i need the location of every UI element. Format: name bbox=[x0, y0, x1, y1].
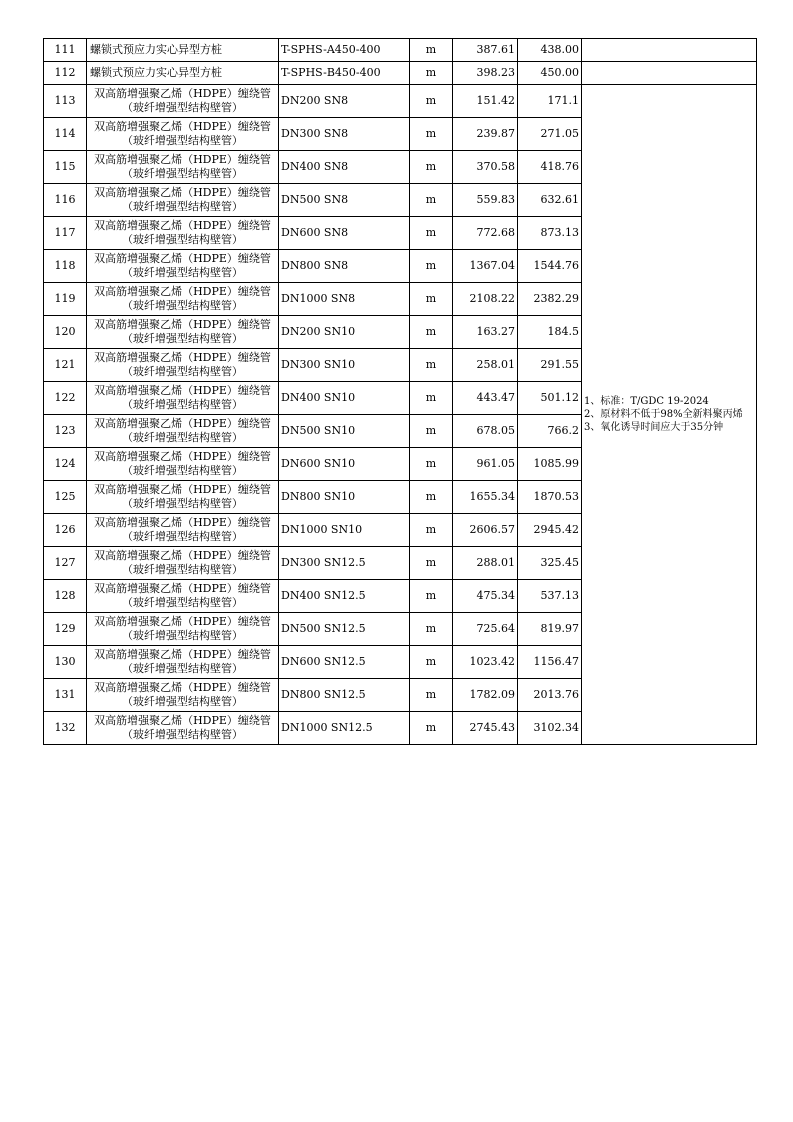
product-name-line: 双高筋增强聚乙烯（HDPE）缠绕管 bbox=[94, 384, 271, 397]
product-name-line: （玻纤增强型结构壁管） bbox=[122, 695, 243, 708]
row-number-cell: 123 bbox=[44, 415, 87, 448]
row-number-cell: 118 bbox=[44, 250, 87, 283]
price1-cell: 239.87 bbox=[453, 118, 518, 151]
note-cell bbox=[582, 85, 757, 745]
product-name-line: （玻纤增强型结构壁管） bbox=[122, 365, 243, 378]
price2-cell: 1870.53 bbox=[518, 481, 582, 514]
product-name-cell bbox=[87, 118, 279, 151]
product-name-cell bbox=[87, 448, 279, 481]
price1-cell: 2745.43 bbox=[453, 712, 518, 745]
price1-cell: 443.47 bbox=[453, 382, 518, 415]
price2-cell: 2945.42 bbox=[518, 514, 582, 547]
price2-cell: 2013.76 bbox=[518, 679, 582, 712]
product-name-cell bbox=[87, 679, 279, 712]
spec-cell: DN600 SN12.5 bbox=[279, 646, 410, 679]
product-name-line: 双高筋增强聚乙烯（HDPE）缠绕管 bbox=[94, 483, 271, 496]
price1-cell: 151.42 bbox=[453, 85, 518, 118]
product-name-cell bbox=[87, 250, 279, 283]
unit-cell: m bbox=[410, 679, 453, 712]
spec-cell: DN300 SN12.5 bbox=[279, 547, 410, 580]
price2-cell: 537.13 bbox=[518, 580, 582, 613]
product-name-line: （玻纤增强型结构壁管） bbox=[122, 101, 243, 114]
price1-cell: 387.61 bbox=[453, 39, 518, 62]
row-number-cell: 113 bbox=[44, 85, 87, 118]
price-table-body bbox=[44, 39, 757, 745]
product-name-line: 双高筋增强聚乙烯（HDPE）缠绕管 bbox=[94, 252, 271, 265]
unit-cell: m bbox=[410, 316, 453, 349]
price1-cell: 1782.09 bbox=[453, 679, 518, 712]
product-name-cell bbox=[87, 184, 279, 217]
product-name-cell bbox=[87, 85, 279, 118]
price2-cell: 1085.99 bbox=[518, 448, 582, 481]
product-name-line: 双高筋增强聚乙烯（HDPE）缠绕管 bbox=[94, 87, 271, 100]
price2-cell: 1544.76 bbox=[518, 250, 582, 283]
unit-cell: m bbox=[410, 415, 453, 448]
product-name-line: （玻纤增强型结构壁管） bbox=[122, 299, 243, 312]
table-row bbox=[44, 85, 757, 118]
price1-cell: 1655.34 bbox=[453, 481, 518, 514]
product-name-cell bbox=[87, 217, 279, 250]
product-name-cell bbox=[87, 316, 279, 349]
price1-cell: 678.05 bbox=[453, 415, 518, 448]
price1-cell: 772.68 bbox=[453, 217, 518, 250]
product-name-cell bbox=[87, 382, 279, 415]
spec-cell: DN800 SN10 bbox=[279, 481, 410, 514]
product-name-cell bbox=[87, 349, 279, 382]
product-name-line: （玻纤增强型结构壁管） bbox=[122, 662, 243, 675]
row-number-cell: 126 bbox=[44, 514, 87, 547]
price1-cell: 1367.04 bbox=[453, 250, 518, 283]
price2-cell: 1156.47 bbox=[518, 646, 582, 679]
note-line: 3、氧化诱导时间应大于35分钟 bbox=[584, 422, 724, 433]
product-name-cell bbox=[87, 712, 279, 745]
note-line: 2、原材料不低于98%全新料聚丙烯 bbox=[584, 409, 743, 420]
spec-cell: DN1000 SN8 bbox=[279, 283, 410, 316]
product-name-line: （玻纤增强型结构壁管） bbox=[122, 167, 243, 180]
price1-cell: 163.27 bbox=[453, 316, 518, 349]
note-cell-empty bbox=[582, 39, 757, 62]
product-name-line: （玻纤增强型结构壁管） bbox=[122, 431, 243, 444]
product-name-cell bbox=[87, 580, 279, 613]
product-name-line: 双高筋增强聚乙烯（HDPE）缠绕管 bbox=[94, 153, 271, 166]
price2-cell: 766.2 bbox=[518, 415, 582, 448]
unit-cell: m bbox=[410, 151, 453, 184]
unit-cell: m bbox=[410, 62, 453, 85]
price1-cell: 2606.57 bbox=[453, 514, 518, 547]
product-name-line: 双高筋增强聚乙烯（HDPE）缠绕管 bbox=[94, 549, 271, 562]
price1-cell: 559.83 bbox=[453, 184, 518, 217]
row-number-cell: 111 bbox=[44, 39, 87, 62]
spec-cell: T-SPHS-B450-400 bbox=[279, 62, 410, 85]
product-name-line: （玻纤增强型结构壁管） bbox=[122, 530, 243, 543]
product-name-cell bbox=[87, 547, 279, 580]
price2-cell: 873.13 bbox=[518, 217, 582, 250]
spec-cell: DN200 SN8 bbox=[279, 85, 410, 118]
product-name-line: （玻纤增强型结构壁管） bbox=[122, 629, 243, 642]
product-name-line: 双高筋增强聚乙烯（HDPE）缠绕管 bbox=[94, 186, 271, 199]
note-line: 1、标准：T/GDC 19-2024 bbox=[584, 396, 709, 407]
product-name-cell bbox=[87, 151, 279, 184]
spec-cell: DN400 SN12.5 bbox=[279, 580, 410, 613]
unit-cell: m bbox=[410, 118, 453, 151]
product-name-line: 双高筋增强聚乙烯（HDPE）缠绕管 bbox=[94, 351, 271, 364]
price2-cell: 291.55 bbox=[518, 349, 582, 382]
unit-cell: m bbox=[410, 382, 453, 415]
unit-cell: m bbox=[410, 481, 453, 514]
row-number-cell: 122 bbox=[44, 382, 87, 415]
unit-cell: m bbox=[410, 580, 453, 613]
price2-cell: 501.12 bbox=[518, 382, 582, 415]
price1-cell: 258.01 bbox=[453, 349, 518, 382]
product-name-line: 双高筋增强聚乙烯（HDPE）缠绕管 bbox=[94, 582, 271, 595]
product-name-cell bbox=[87, 481, 279, 514]
product-name-line: 双高筋增强聚乙烯（HDPE）缠绕管 bbox=[94, 120, 271, 133]
row-number-cell: 130 bbox=[44, 646, 87, 679]
spec-cell: DN600 SN10 bbox=[279, 448, 410, 481]
price2-cell: 171.1 bbox=[518, 85, 582, 118]
product-name-cell bbox=[87, 39, 279, 62]
unit-cell: m bbox=[410, 448, 453, 481]
product-name-line: （玻纤增强型结构壁管） bbox=[122, 233, 243, 246]
product-name-line: 螺锁式预应力实心异型方桩 bbox=[90, 66, 222, 79]
spec-cell: DN200 SN10 bbox=[279, 316, 410, 349]
product-name-line: （玻纤增强型结构壁管） bbox=[122, 398, 243, 411]
product-name-line: （玻纤增强型结构壁管） bbox=[122, 596, 243, 609]
price1-cell: 725.64 bbox=[453, 613, 518, 646]
spec-cell: DN1000 SN10 bbox=[279, 514, 410, 547]
unit-cell: m bbox=[410, 217, 453, 250]
spec-cell: DN500 SN12.5 bbox=[279, 613, 410, 646]
row-number-cell: 112 bbox=[44, 62, 87, 85]
spec-cell: T-SPHS-A450-400 bbox=[279, 39, 410, 62]
price2-cell: 418.76 bbox=[518, 151, 582, 184]
unit-cell: m bbox=[410, 712, 453, 745]
unit-cell: m bbox=[410, 646, 453, 679]
unit-cell: m bbox=[410, 184, 453, 217]
product-name-line: （玻纤增强型结构壁管） bbox=[122, 134, 243, 147]
product-name-cell bbox=[87, 62, 279, 85]
price1-cell: 1023.42 bbox=[453, 646, 518, 679]
spec-cell: DN300 SN8 bbox=[279, 118, 410, 151]
spec-cell: DN500 SN10 bbox=[279, 415, 410, 448]
spec-cell: DN400 SN10 bbox=[279, 382, 410, 415]
price2-cell: 819.97 bbox=[518, 613, 582, 646]
row-number-cell: 120 bbox=[44, 316, 87, 349]
unit-cell: m bbox=[410, 514, 453, 547]
row-number-cell: 119 bbox=[44, 283, 87, 316]
row-number-cell: 131 bbox=[44, 679, 87, 712]
product-name-line: 双高筋增强聚乙烯（HDPE）缠绕管 bbox=[94, 681, 271, 694]
product-name-cell bbox=[87, 613, 279, 646]
row-number-cell: 128 bbox=[44, 580, 87, 613]
product-name-line: 双高筋增强聚乙烯（HDPE）缠绕管 bbox=[94, 318, 271, 331]
product-name-line: 双高筋增强聚乙烯（HDPE）缠绕管 bbox=[94, 516, 271, 529]
row-number-cell: 132 bbox=[44, 712, 87, 745]
row-number-cell: 117 bbox=[44, 217, 87, 250]
spec-cell: DN500 SN8 bbox=[279, 184, 410, 217]
product-name-cell bbox=[87, 415, 279, 448]
product-name-line: 双高筋增强聚乙烯（HDPE）缠绕管 bbox=[94, 450, 271, 463]
price2-cell: 438.00 bbox=[518, 39, 582, 62]
table-row bbox=[44, 39, 757, 62]
product-name-cell bbox=[87, 283, 279, 316]
row-number-cell: 125 bbox=[44, 481, 87, 514]
spec-cell: DN300 SN10 bbox=[279, 349, 410, 382]
unit-cell: m bbox=[410, 547, 453, 580]
unit-cell: m bbox=[410, 613, 453, 646]
price2-cell: 184.5 bbox=[518, 316, 582, 349]
row-number-cell: 121 bbox=[44, 349, 87, 382]
spec-cell: DN600 SN8 bbox=[279, 217, 410, 250]
product-name-line: 双高筋增强聚乙烯（HDPE）缠绕管 bbox=[94, 417, 271, 430]
product-name-line: （玻纤增强型结构壁管） bbox=[122, 728, 243, 741]
unit-cell: m bbox=[410, 85, 453, 118]
spec-cell: DN800 SN12.5 bbox=[279, 679, 410, 712]
spec-cell: DN1000 SN12.5 bbox=[279, 712, 410, 745]
price1-cell: 475.34 bbox=[453, 580, 518, 613]
row-number-cell: 127 bbox=[44, 547, 87, 580]
product-name-line: 螺锁式预应力实心异型方桩 bbox=[90, 43, 222, 56]
price2-cell: 325.45 bbox=[518, 547, 582, 580]
product-name-line: （玻纤增强型结构壁管） bbox=[122, 497, 243, 510]
price1-cell: 370.58 bbox=[453, 151, 518, 184]
product-name-line: 双高筋增强聚乙烯（HDPE）缠绕管 bbox=[94, 285, 271, 298]
product-name-line: （玻纤增强型结构壁管） bbox=[122, 332, 243, 345]
price2-cell: 2382.29 bbox=[518, 283, 582, 316]
product-name-line: （玻纤增强型结构壁管） bbox=[122, 563, 243, 576]
spec-cell: DN400 SN8 bbox=[279, 151, 410, 184]
row-number-cell: 129 bbox=[44, 613, 87, 646]
price1-cell: 961.05 bbox=[453, 448, 518, 481]
price2-cell: 632.61 bbox=[518, 184, 582, 217]
product-name-line: （玻纤增强型结构壁管） bbox=[122, 464, 243, 477]
spec-cell: DN800 SN8 bbox=[279, 250, 410, 283]
unit-cell: m bbox=[410, 250, 453, 283]
price1-cell: 2108.22 bbox=[453, 283, 518, 316]
product-name-line: 双高筋增强聚乙烯（HDPE）缠绕管 bbox=[94, 615, 271, 628]
price1-cell: 288.01 bbox=[453, 547, 518, 580]
price2-cell: 450.00 bbox=[518, 62, 582, 85]
product-name-line: 双高筋增强聚乙烯（HDPE）缠绕管 bbox=[94, 714, 271, 727]
price2-cell: 3102.34 bbox=[518, 712, 582, 745]
row-number-cell: 115 bbox=[44, 151, 87, 184]
row-number-cell: 114 bbox=[44, 118, 87, 151]
note-cell-empty bbox=[582, 62, 757, 85]
product-name-line: 双高筋增强聚乙烯（HDPE）缠绕管 bbox=[94, 648, 271, 661]
table-row bbox=[44, 62, 757, 85]
product-name-line: （玻纤增强型结构壁管） bbox=[122, 200, 243, 213]
unit-cell: m bbox=[410, 349, 453, 382]
row-number-cell: 124 bbox=[44, 448, 87, 481]
price-table bbox=[43, 38, 757, 745]
price2-cell: 271.05 bbox=[518, 118, 582, 151]
product-name-cell bbox=[87, 514, 279, 547]
product-name-line: （玻纤增强型结构壁管） bbox=[122, 266, 243, 279]
row-number-cell: 116 bbox=[44, 184, 87, 217]
product-name-line: 双高筋增强聚乙烯（HDPE）缠绕管 bbox=[94, 219, 271, 232]
unit-cell: m bbox=[410, 39, 453, 62]
price1-cell: 398.23 bbox=[453, 62, 518, 85]
product-name-cell bbox=[87, 646, 279, 679]
unit-cell: m bbox=[410, 283, 453, 316]
